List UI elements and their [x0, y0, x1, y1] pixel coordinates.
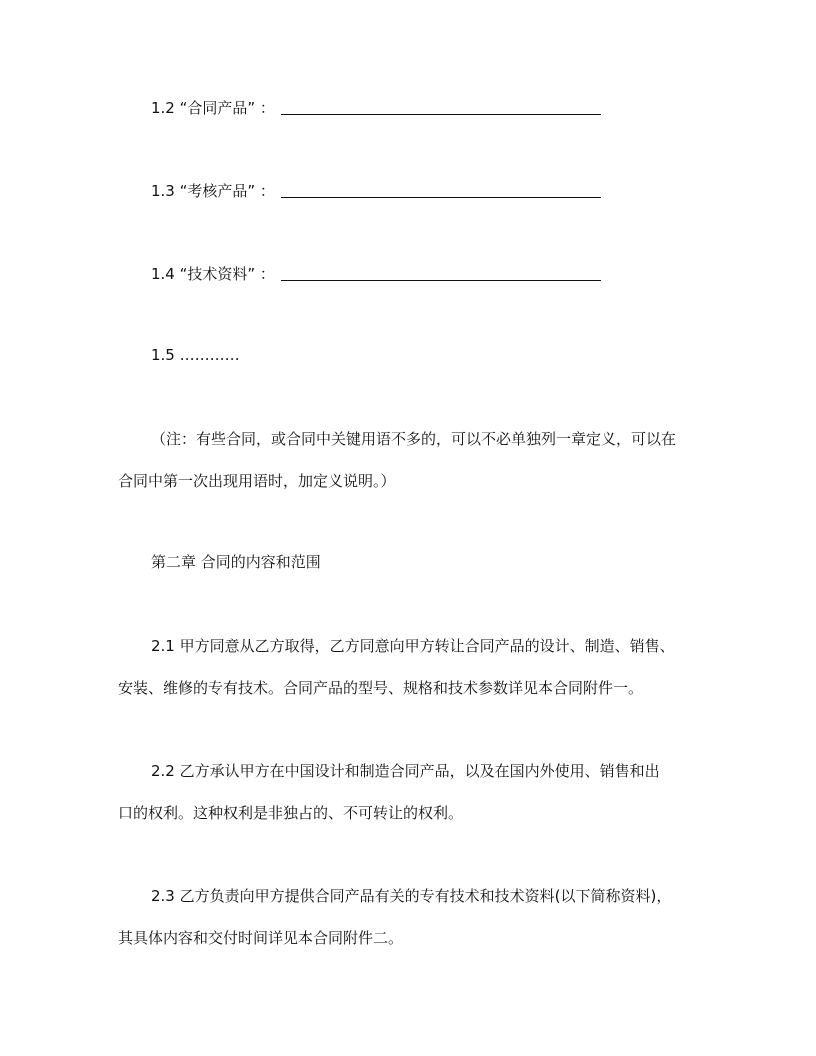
definition-label: 1.4 “技术资料” ：: [151, 265, 275, 283]
note-line-1: （注：有些合同，或合同中关键用语不多的，可以不必单独列一章定义，可以在: [151, 430, 677, 448]
definition-1-4: [151, 262, 601, 284]
chapter-2-title: 第二章 合同的内容和范围: [151, 553, 321, 571]
definition-1-3: [151, 179, 601, 201]
clause-2-3-line-1: 2.3 乙方负责向甲方提供合同产品有关的专有技术和技术资料(以下简称资料)，: [151, 887, 672, 905]
clause-2-1-line-2: 安装、维修的专有技术。合同产品的型号、规格和技术参数详见本合同附件一。: [118, 679, 644, 697]
clause-2-1-line-1: 2.1 甲方同意从乙方取得，乙方同意向甲方转让合同产品的设计、制造、销售、: [151, 637, 675, 655]
definition-label: 1.2 “合同产品” ：: [151, 99, 275, 117]
fill-in-blank: [281, 196, 601, 198]
definition-label: 1.3 “考核产品” ：: [151, 182, 275, 200]
definition-1-2: [151, 96, 601, 118]
note-line-2: 合同中第一次出现用语时，加定义说明。）: [118, 472, 396, 490]
fill-in-blank: [281, 279, 601, 281]
clause-2-2-line-1: 2.2 乙方承认甲方在中国设计和制造合同产品，以及在国内外使用、销售和出: [151, 762, 660, 780]
clause-2-3-line-2: 其具体内容和交付时间详见本合同附件二。: [118, 929, 404, 947]
clause-2-2-line-2: 口的权利。这种权利是非独占的、不可转让的权利。: [118, 804, 464, 822]
fill-in-blank: [281, 113, 601, 115]
item-1-5: 1.5 …………: [151, 346, 240, 364]
